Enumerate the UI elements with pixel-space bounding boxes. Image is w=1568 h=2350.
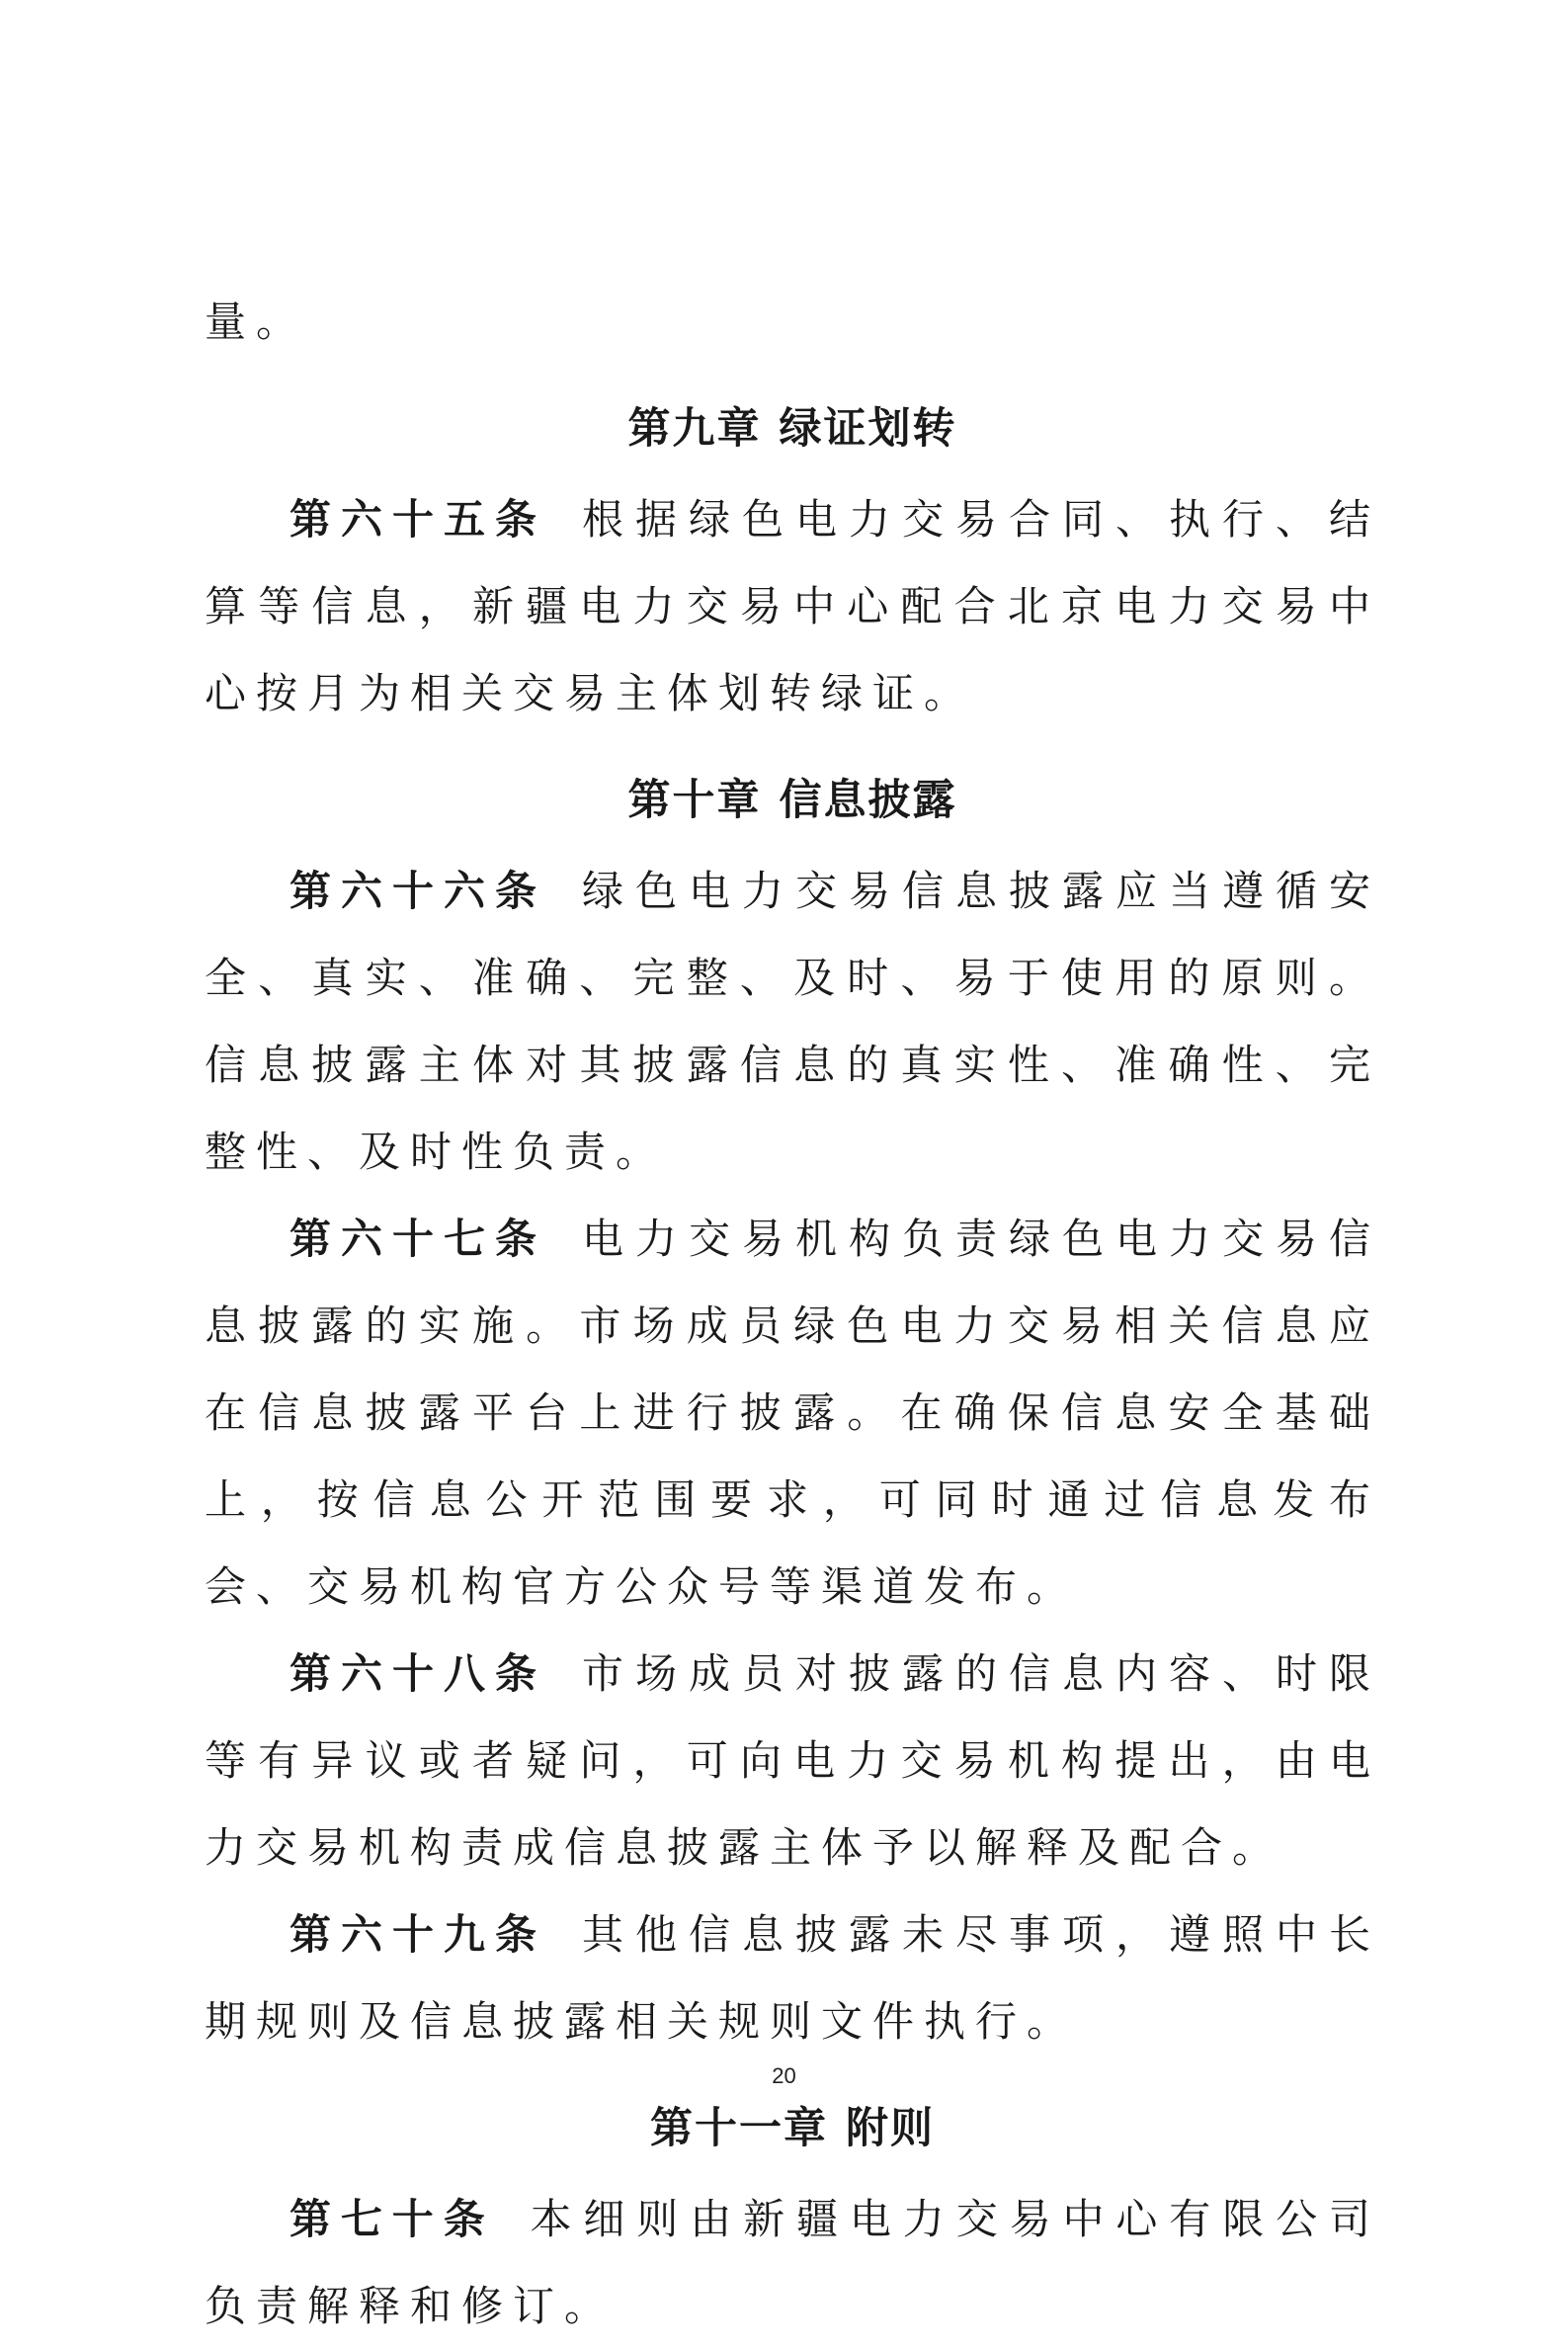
article-text: 本细则由新疆电力交易中心有限公司负责解释和修订。 (205, 2195, 1380, 2330)
chapter-title: 信息披露 (779, 776, 957, 825)
page-number: 20 (772, 2063, 796, 2088)
article-number: 第六十六条 (289, 867, 546, 915)
document-body (205, 279, 1380, 2350)
continued-text: 量。 (205, 297, 308, 346)
article-number: 第六十五条 (289, 495, 546, 544)
chapter-number: 第十章 (627, 776, 762, 825)
article-text: 电力交易机构负责绿色电力交易信息披露的实施。市场成员绿色电力交易相关信息应在信息披露平台上进行披露。在确保信息安全基础上，按信息公开范围要求，可同时通过信息发布会、交易机构官方公众号等渠道发布。 (205, 1215, 1380, 1611)
article-68 (205, 1631, 1380, 1891)
chapter-title: 绿证划转 (779, 404, 957, 454)
article-67 (205, 1196, 1380, 1631)
chapter-number: 第十一章 (650, 2104, 828, 2153)
chapter-heading-9 (205, 366, 1380, 476)
chapter-heading-10 (205, 737, 1380, 848)
article-65 (205, 476, 1380, 737)
article-text: 绿色电力交易信息披露应当遵循安全、真实、准确、完整、及时、易于使用的原则。信息披露主体对其披露信息的真实性、准确性、完整性、及时性负责。 (205, 867, 1380, 1176)
article-number: 第六十八条 (289, 1649, 546, 1698)
article-number: 第六十九条 (289, 1910, 546, 1959)
article-number: 第六十七条 (289, 1215, 546, 1263)
chapter-number: 第九章 (627, 404, 762, 454)
article-text: 市场成员对披露的信息内容、时限等有异议或者疑问，可向电力交易机构提出，由电力交易机构责成信息披露主体予以解释及配合。 (205, 1649, 1380, 1872)
chapter-title: 附则 (846, 2104, 935, 2153)
article-text: 其他信息披露未尽事项，遵照中长期规则及信息披露相关规则文件执行。 (205, 1910, 1380, 2046)
continued-paragraph (205, 279, 1380, 366)
article-number: 第七十条 (289, 2195, 495, 2243)
article-66 (205, 848, 1380, 1196)
article-69 (205, 1891, 1380, 2065)
article-70 (205, 2176, 1380, 2350)
article-text: 根据绿色电力交易合同、执行、结算等信息，新疆电力交易中心配合北京电力交易中心按月为相关交易主体划转绿证。 (205, 495, 1380, 717)
